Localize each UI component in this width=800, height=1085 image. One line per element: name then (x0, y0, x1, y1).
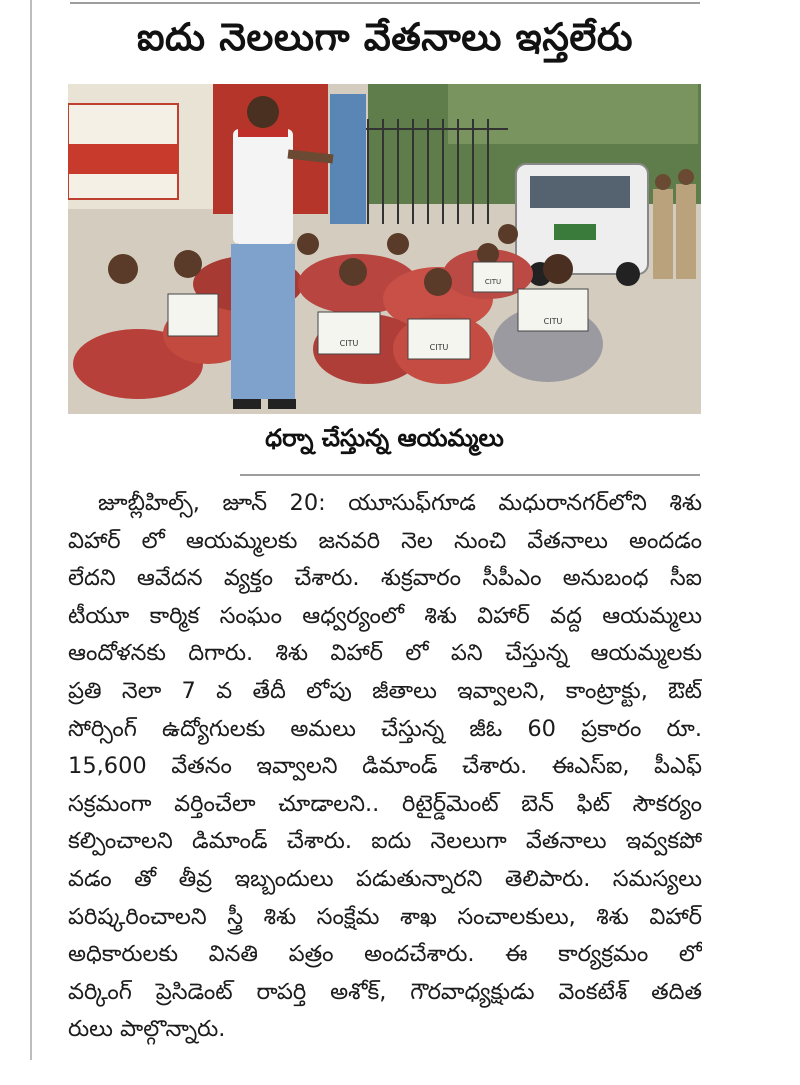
article-body (68, 485, 702, 1049)
protest-photo-illustration (68, 84, 701, 414)
article-line: పరిష్కరించాలని స్త్రీ శిశు సంక్షేమ శాఖ సంచాలకులు, శిశు విహార్ (68, 903, 702, 930)
photo-caption: ధర్నా చేస్తున్న ఆయమ్మలు (265, 424, 504, 452)
article-headline: ఐదు నెలలుగా వేతనాలు ఇస్తలేరు (136, 15, 634, 59)
citu-placard-text: CITU (339, 339, 359, 348)
caption-divider (240, 474, 700, 476)
citu-placard-text: CITU (484, 278, 502, 286)
citu-placard (408, 319, 470, 359)
article-line: ప్రతి నెలా 7 వ తేదీ లోపు జీతాలు ఇవ్వాలని, కాంట్రాక్టు, ఔట్ (68, 677, 702, 704)
article-line: ఆందోళనకు దిగారు. శిశు విహార్ లో పని చేస్తున్న ఆయమ్మలకు (68, 640, 702, 667)
citu-placard (318, 312, 380, 354)
article-line: వర్కింగ్ ప్రెసిడెంట్ రాపర్తి అశోక్, గౌరవాధ్యక్షుడు వెంకటేశ్ తదిత (68, 978, 702, 1005)
citu-placard (518, 289, 588, 331)
article-line: లేదని ఆవేదన వ్యక్తం చేశారు. శుక్రవారం సీపీఎం అనుబంధ సీఐ (68, 565, 702, 592)
article-line: కల్పించాలని డిమాండ్ చేశారు. ఐదు నెలలుగా వేతనాలు ఇవ్వకపో (68, 828, 702, 855)
citu-placard (473, 262, 513, 292)
citu-placard-text: CITU (429, 343, 449, 352)
article-line: జూబ్లీహిల్స్, జూన్ 20: యూసుఫ్‌గూడ మధురానగర్‌లోని శిశు (98, 490, 702, 516)
column-divider-top (70, 2, 700, 4)
article-line: రులు పాల్గొన్నారు. (68, 1016, 226, 1043)
article-line: సోర్సింగ్ ఉద్యోగులకు అమలు చేస్తున్న జీఓ 60 ప్రకారం రూ. (68, 715, 702, 742)
article-line: విహార్ లో ఆయమ్మలకు జనవరి నెల నుంచి వేతనాలు అందడం (68, 527, 702, 554)
citu-placard-text: CITU (543, 317, 563, 326)
article-line: వడం తో తీవ్ర ఇబ్బందులు పడుతున్నారని తెలిపారు. సమస్యలు (68, 865, 702, 892)
news-photo (68, 84, 701, 414)
column-divider-left (30, 0, 32, 1060)
article-line: అధికారులకు వినతి పత్రం అందచేశారు. ఈ కార్యక్రమం లో (68, 941, 702, 968)
article-line: సక్రమంగా వర్తించేలా చూడాలని.. రిటైర్డ్‌మెంట్ బెన్ ఫిట్ సౌకర్యం (68, 790, 702, 817)
article-line: టీయూ కార్మిక సంఘం ఆధ్వర్యంలో శిశు విహార్ వద్ద ఆయమ్మలు (68, 602, 702, 629)
article-line: 15,600 వేతనం ఇవ్వాలని డిమాండ్ చేశారు. ఈఎస్ఐ, పీఎఫ్ (68, 753, 702, 780)
